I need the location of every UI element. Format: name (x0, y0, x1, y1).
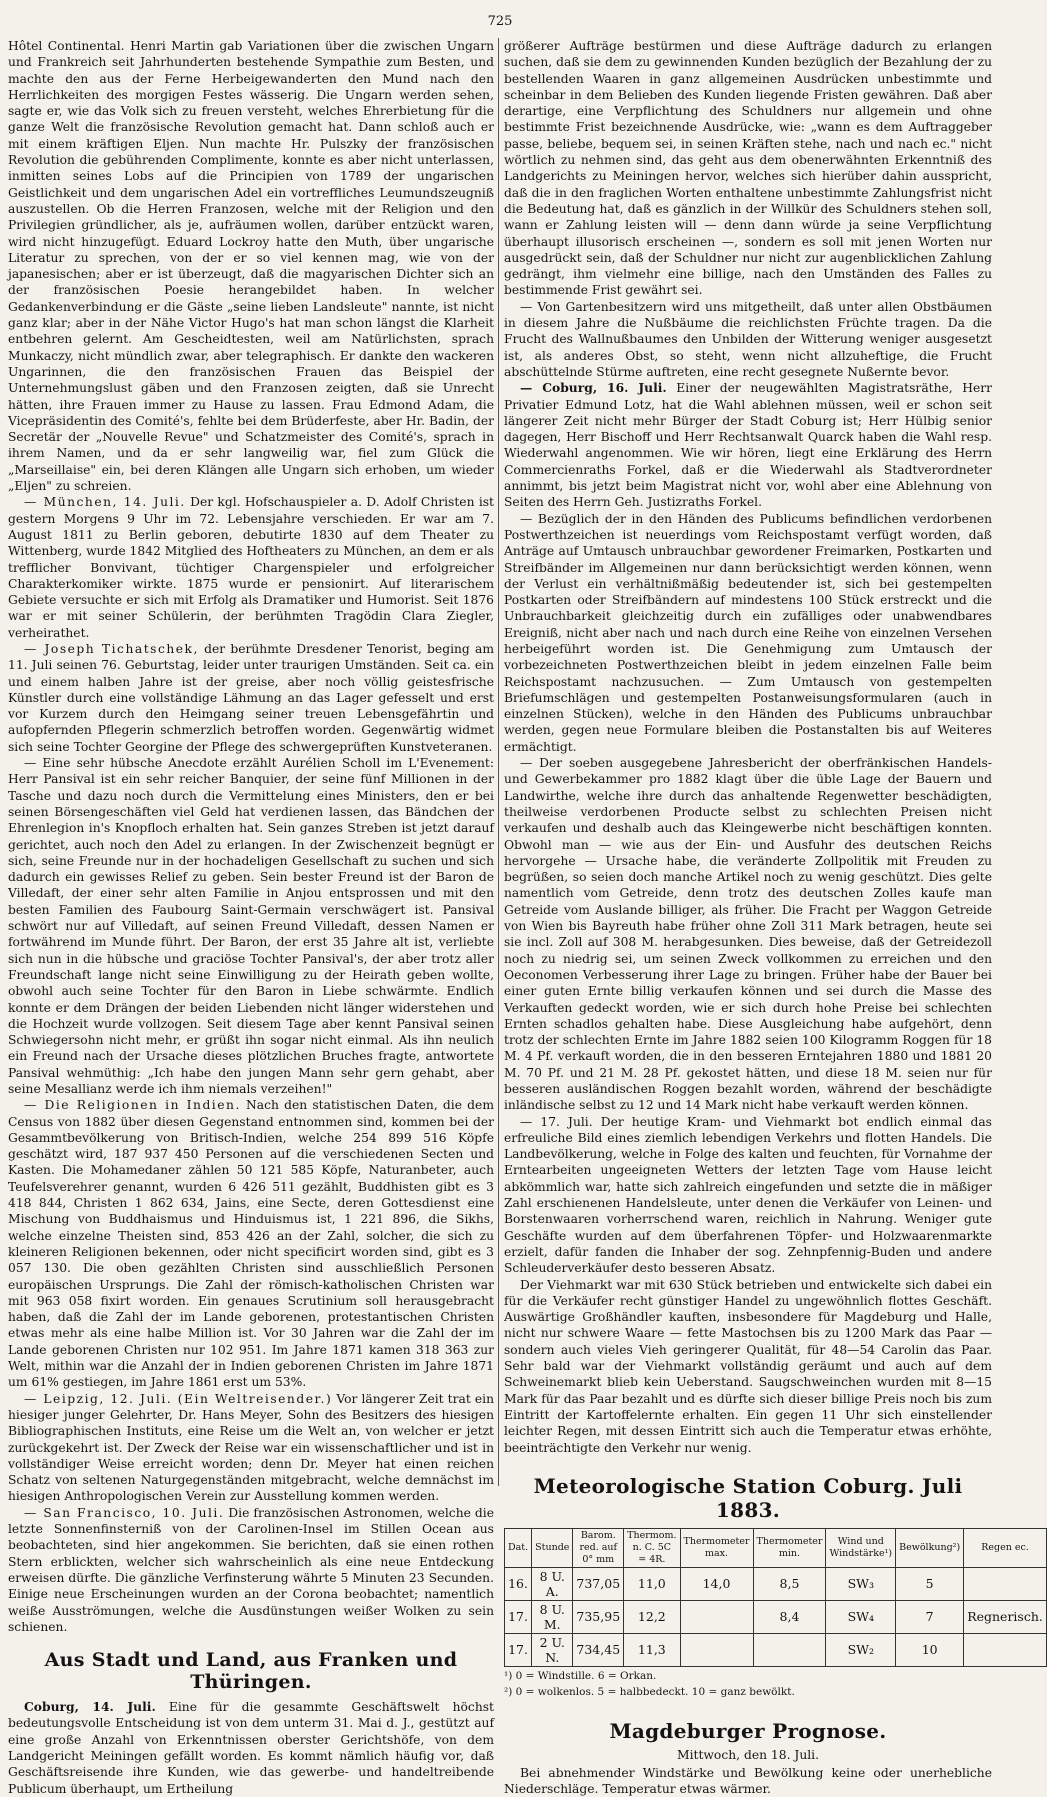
article-coburg-16: — Coburg, 16. Juli. Einer der neugewählten Magistratsräthe, Herr Privatier Edmund Lotz, hat die Wahl ablehnen müssen, weil er schon seit längerer Zeit nicht mehr Bürger der Stadt Coburg ist; Herr Hülbig senior dagegen, Herr Bischoff und Herr Rechtsanwalt Quarck haben die Wahl resp. Wiederwahl angenommen. Wie wir hören, liegt eine Erklärung des Herrn Commercienraths Forkel, daß er die Wiederwahl als Stadtverordneter annimmt, bis jetzt beim Magistrat nicht vor, wohl aber eine Ablehnung von Seiten des Herrn Geh. Justizraths Forkel. (504, 380, 992, 510)
article-coburg-continued: größerer Aufträge bestürmen und diese Aufträge dadurch zu erlangen suchen, daß sie dem zu gewinnenden Kunden bezüglich der Bezahlung der zu bestellenden Waaren in ganz allgemeinen Ausdrücken unbestimmte und scheinbar in dem Belieben des Kunden liegende Fristen gewähren. Daß aber derartige, eine Verpflichtung des Schuldners nur allgemein und ohne bestimmte Frist bezeichnende Ausdrücke, wie: „wann es dem Auftraggeber passe, beliebe, bequem sei, in seinen Kräften stehe, nach und nach ec." nicht wörtlich zu nehmen sind, das geht aus dem obenerwähnten Erkenntniß des Landgerichts zu Meiningen hervor, welches sich hierüber dahin ausspricht, daß die in den fraglichen Worten enthaltene unbestimmte Zahlungsfrist nicht die Bedeutung hat, daß es gänzlich in der Willkür des Schuldners stehen soll, wann er Zahlung leisten will — denn dann würde ja seine Verpflichtung überhaupt illusorisch erscheinen —, sondern es soll mit jenen Worten nur ausgedrückt sein, daß der Schuldner nur nicht zur augenblicklichen Zahlung gedrängt, ihm vielmehr eine billige, nach den Umständen des Falles zu bestimmende Frist gewährt sei. (504, 39, 992, 298)
right-column (504, 38, 1043, 1797)
article-leipzig: — Leipzig, 12. Juli. (Ein Weltreisender.) Vor längerer Zeit trat ein hiesiger junger Gelehrter, Dr. Hans Meyer, Sohn des Besitzers des hiesigen Bibliographischen Instituts, eine Reise um die Welt an, von welcher er jetzt zurückgekehrt ist. Der Zweck der Reise war ein wissenschaftlicher und ist in vollständiger Weise erreicht worden; denn Dr. Meyer hat einen reichen Schatz von seltenen Naturgegenständen mitgebracht, welche demnächst im hiesigen Anthropologischen Verein zur Ausstellung kommen werden. (8, 1391, 494, 1504)
meteorology-title: Meteorologische Station Coburg. Juli 1883. (533, 1473, 963, 1522)
column-rule (498, 38, 499, 1486)
article-paris-festival: Hôtel Continental. Henri Martin gab Variationen über die zwischen Ungarn und Frankreich seit Jahrhunderten bestehende Sympathie zum Besten, und machte den aus der Ferne Herbeigewanderten den Mund nach den Herrlichkeiten des morgigen Festes wässerig. Die Ungarn werden sehen, sagte er, wie das Volk sich zu freuen versteht, welches Ehrerbietung für die ganze Welt die französische Revolution gemacht hat. Dann schloß auch er mit einem kräftigen Eljen. Nun machte Hr. Pulszky der französischen Revolution die gebührenden Complimente, konnte es aber nicht unterlassen, inmitten seines Lobs auf die Principien von 1789 der ungarischen Geistlichkeit und dem ungarischen Adel ein vortreffliches Leumundszeugniß auszustellen. Ob die Herren Franzosen, welche mit der Religion und den Privilegien gründlicher, als je, aufräumen wollen, darüber entzückt waren, wird nicht hinzugefügt. Eduard Lockroy hatte den Muth, über ungarische Literatur zu sprechen, von der er so viel kennen mag, wie von der japanesischen; aber er ist überzeugt, daß die magyarischen Dichter sich an der französischen Poesie herangebildet haben. In welcher Gedankenverbindung er die Gäste „seine lieben Landsleute" nannte, ist nicht ganz klar; aber in der Nähe Victor Hugo's hat man schon längst die Klarheit entbehren gelernt. Am Gescheidtesten, weil am Natürlichsten, sprach Munkaczy, nicht mündlich zwar, aber telegraphisch. Er dankte den wackeren Ungarinnen, die den französischen Frauen das Beispiel der Unternehmungslust gäben und den Franzosen zeigten, daß sie Unrecht hätten, ihre Frauen immer zu Hause zu lassen. Frau Edmond Adam, die Vicepräsidentin des Comité's, fehlte bei dem Brüderfeste, aber Hr. Badin, der Secretär der „Nouvelle Revue" und Schatzmeister des Comité's, sprach in ihrem Namen, und da er sehr langweilig war, fiel zum Glück die „Marseillaise" ein, bei deren Klängen alle Ungarn sich erhoben, um wieder „Eljen" zu schreien. (8, 39, 494, 494)
section-heading: Aus Stadt und Land, aus Franken und Thüringen. (44, 1649, 458, 1694)
col-header: Thermometer min. (753, 1528, 826, 1567)
page-number: 725 (487, 14, 513, 29)
table-row: 16. 8 U. A. 737,05 11,0 14,0 8,5 SW₃ 5 (505, 1567, 1047, 1600)
article-viehmarkt: Der Viehmarkt war mit 630 Stück betrieben und entwickelte sich dabei ein für die Verkäufer recht günstiger Handel zu ungewöhnlich flottes Geschäft. Auswärtige Großhändler kauften, insbesondere für Magdeburg und Halle, nicht nur schwere Waare — fette Mastochsen bis zu 1200 Mark das Paar — sondern auch vieles Vieh geringerer Qualität, für 48—54 Carolin das Paar. Sehr bald war der Viehmarkt vollständig geräumt und auch auf dem Schweinemarkt blieb kein Ueberstand. Saugschweinchen wurden mit 8—15 Mark für das Paar bezahlt und es dürfte sich dieser billige Preis noch bis zum Eintritt der Kartoffelernte erhalten. Ein gegen 11 Uhr sich einstellender leichter Regen, mit dessen Eintritt sich auch die Temperatur etwas erhöhte, beeinträchtigte den Verkehr nur wenig. (504, 1277, 992, 1455)
article-lead: — San Francisco, 10. Juli. (24, 1505, 225, 1520)
col-header: Thermometer max. (680, 1528, 753, 1567)
col-header: Thermom. n. C. 5C = 4R. (624, 1528, 680, 1567)
article-religionen-indien: — Die Religionen in Indien. Nach den statistischen Daten, die dem Census von 1882 über diesen Gegenstand entnommen sind, kommen bei der Gesammtbevölkerung von Britisch-Indien, welche 254 899 516 Köpfe geschätzt wird, 187 937 450 Personen auf die verschiedenen Secten und Kasten. Die Mohamedaner zählen 50 121 585 Köpfe, Naturanbeter, auch Teufelsverehrer genannt, wurden 6 426 511 gezählt, Buddhisten gibt es 3 418 844, Christen 1 862 634, Jains, eine Secte, deren Gottesdienst eine Mischung von Buddhaismus und Hinduismus ist, 1 221 896, die Sikhs, welche einzelne Theisten sind, 853 426 an der Zahl, solcher, die sich zu kleineren Religionen bekennen, oder nicht specificirt worden sind, gibt es 3 057 130. Die oben gezählten Christen sind ausschließlich Personen europäischen Ursprungs. Die Zahl der römisch-katholischen Christen war mit 963 058 fixirt worden. Ein genaues Scrutinium soll herausgebracht haben, daß die Zahl der im Lande geborenen, protestantischen Christen etwas mehr als eine halbe Million ist. Vor 30 Jahren war die Zahl der im Lande geborenen Christen nur 102 951. Im Jahre 1871 kamen 318 363 zur Welt, mithin war die Anzahl der in Indien geborenen Christen im Jahre 1871 um 61% gestiegen, im Jahre 1861 erst um 53%. (8, 1098, 494, 1390)
left-column (8, 38, 495, 1796)
article-lead: — Coburg, 16. Juli. (520, 380, 667, 396)
table-footnote: ²) 0 = wolkenlos. 5 = halbbedeckt. 10 = ganz bewölkt. (504, 1685, 795, 1698)
col-header: Wind und Windstärke¹) (826, 1528, 896, 1567)
article-lead: — München, 14. Juli. (24, 495, 186, 510)
col-header: Bewölkung²) (896, 1528, 964, 1567)
article-nussbaeume: — Von Gartenbesitzern wird uns mitgetheilt, daß unter allen Obstbäumen in diesem Jahre die Nußbäume die reichlichsten Früchte tragen. Da die Frucht des Wallnußbaumes den Unbilden der Witterung weniger ausgesetzt ist, als anderes Obst, so steht, wenn nicht allzuheftige, die Frucht abschüttelnde Stürme auftreten, eine recht gesegnete Nußernte bevor. (504, 299, 992, 379)
article-lead: — Leipzig, 12. Juli. (Ein Weltreisender.) (24, 1391, 333, 1406)
article-lead: Coburg, 14. Juli. (24, 1699, 156, 1715)
table-row: 17. 8 U. M. 735,95 12,2 8,4 SW₄ 7 Regnerisch. (505, 1600, 1047, 1633)
article-markt: — 17. Juli. Der heutige Kram- und Viehmarkt bot endlich einmal das erfreuliche Bild eines ziemlich lebendigen Verkehrs und flotten Handels. Die Landbevölkerung, welche in Folge des kalten und feuchten, für Vornahme der Erntearbeiten ungeeigneten Wetters der letzten Tage vom Hause leicht abkömmlich war, hatte sich zahlreich eingefunden und setzte die in mäßiger Zahl erschienenen Handelsleute, unter denen die Verkäufer von Leinen- und Borstenwaaren vorherrschend waren, reichlich in Nahrung. Weniger gute Geschäfte wurden auf dem überfahrenen Töpfer- und Holzwaarenmarkte erzielt, dafür fanden die Inhaber der sog. Zehnpfennig-Buden und andere Schleuderverkäufer desto besseren Absatz. (504, 1114, 992, 1276)
col-header: Barom. red. auf 0° mm (573, 1528, 624, 1567)
col-header: Regen ec. (964, 1528, 1047, 1567)
forecast-text: Bei abnehmender Windstärke und Bewölkung keine oder unerhebliche Niederschläge. Temperatur etwas wärmer. (504, 1765, 992, 1797)
article-anecdote: — Eine sehr hübsche Anecdote erzählt Aurélien Scholl im L'Evenement: Herr Pansival ist ein sehr reicher Banquier, der seine fünf Millionen in der Tasche und dazu noch durch die Vermittelung eines Ministers, den er bei seinen Börsengeschäften viel Geld hat verdienen lassen, das Bändchen der Ehrenlegion in's Knopfloch erhalten hat. Sein ganzes Streben ist jetzt darauf gerichtet, auch noch den Adel zu erlangen. In der Zwischenzeit begnügt er sich, seine Freunde nur in der hochadeligen Gesellschaft zu suchen und sich dadurch ein gewisses Relief zu geben. Sein bester Freund ist der Baron de Villedaft, der einer sehr alten Familie in Anjou entsprossen und mit den besten Familien des Faubourg Saint-Germain verschwägert ist. Pansival schwört nur auf Villedaft, auf seinen Freund Villedaft, dessen Namen er fortwährend im Munde führt. Der Baron, der erst 35 Jahre alt ist, verliebte sich nun in die hübsche und graciöse Tochter Pansival's, der aber trotz aller Freundschaft lange nicht seine Einwilligung zu der Heirath geben wollte, obwohl auch seine Tochter für den Baron in Liebe schwärmte. Endlich konnte er dem Drängen der beiden Liebenden nicht länger widerstehen und die Hochzeit wurde vollzogen. Seit diesem Tage aber kennt Pansival seinen Schwiegersohn nicht mehr, er grüßt ihn sogar nicht einmal. Als ihn neulich ein Freund nach der Ursache dieses plötzlichen Bruches fragte, antwortete Pansival wehmüthig: „Ich habe den jungen Mann sehr gern gehabt, aber seine Mesallianz werde ich ihm niemals verzeihen!" (8, 756, 494, 1096)
article-lead: — Die Religionen in Indien. (24, 1098, 241, 1113)
article-coburg-14: Coburg, 14. Juli. Eine für die gesammte Geschäftswelt höchst bedeutungsvolle Entscheidung ist von dem unterm 31. Mai d. J., gestützt auf eine große Anzahl von Erkenntnissen oberster Gerichtshöfe, von dem Landgericht Meiningen gefällt worden. Es kommt nämlich häufig vor, daß Geschäftsreisende ihre Kunden, wie das gewerbe- und handeltreibende Publicum überhaupt, um Ertheilung (8, 1699, 494, 1796)
forecast-title: Magdeburger Prognose. (609, 1718, 887, 1743)
article-lead: — Joseph Tichatschek, (24, 641, 199, 656)
col-header: Dat. (505, 1528, 532, 1567)
article-san-francisco: — San Francisco, 10. Juli. Die französischen Astronomen, welche die letzte Sonnenfinsterniß von der Carolinen-Insel im Stillen Ocean aus beobachteten, sind hier angekommen. Sie berichten, daß sie einen rothen Stern erblickten, welcher sich wahrscheinlich als eine neue Entdeckung erweisen dürfte. Die gänzliche Verfinsterung währte 5 Minuten 23 Secunden. Einige neue Erscheinungen wurden an der Corona beobachtet; namentlich weiße Ausströmungen, welche die Ausdünstungen weißer Wolken zu sein schienen. (8, 1505, 495, 1634)
table-header-row (505, 1528, 1047, 1567)
col-header: Stunde (532, 1528, 573, 1567)
article-postwerthzeichen: — Bezüglich der in den Händen des Publicums befindlichen verdorbenen Postwerthzeichen ist neuerdings vom Reichspostamt verfügt worden, daß Anträge auf Umtausch unbrauchbar gewordener Freimarken, Postkarten und Streifbänder im Allgemeinen nur dann berücksichtigt werden können, wenn der Verlust ein verhältnißmäßig bedeutender ist, sich bei gestempelten Postkarten oder Streifbändern auf mindestens 100 Stück erstreckt und die Unbrauchbarkeit gleichzeitig durch ein zufälliges oder unabwendbares Ereigniß, nicht aber nach und nach durch eine Reihe von einzelnen Versehen herbeigeführt worden ist. Die Genehmigung zum Umtausch der vorbezeichneten Postwerthzeichen bleibt in jedem einzelnen Falle beim Reichspostamt nachzusuchen. — Zum Umtausch von gestempelten Briefumschlägen und gestempelten Postanweisungsformularen (auch in einzelnen Stücken), welche in den Händen des Publicums unbrauchbar werden, gegen neue Formulare bleiben die Postanstalten bis auf Weiteres ermächtigt. (504, 511, 992, 754)
meteorology-table (504, 1528, 1047, 1667)
article-tichatschek: — Joseph Tichatschek, der berühmte Dresdener Tenorist, beging am 11. Juli seinen 76. Geburtstag, leider unter traurigen Umständen. Seit ca. ein und einem halben Jahre ist der greise, aber noch völlig geistesfrische Künstler durch eine vollständige Lähmung an das Lager gefesselt und erst vor Kurzem durch den Heimgang seiner treuen Lebensgefährtin und aufopfernden Pflegerin schmerzlich betroffen worden. Gegenwärtig widmet sich seine Tochter Georgine der Pflege des schwergeprüften Kunstveteranen. (8, 641, 494, 754)
article-jahresbericht: — Der soeben ausgegebene Jahresbericht der oberfränkischen Handels- und Gewerbekammer pro 1882 klagt über die üble Lage der Bauern und Landwirthe, welche ihre durch das anhaltende Regenwetter beschädigten, theilweise verdorbenen Producte selbst zu schlechten Preisen nicht verkaufen und deshalb auch das Kleingewerbe nicht beschäftigen konnten. Obwohl man — wie aus der Ein- und Ausfuhr des deutschen Reichs hervorgehe — Ursache habe, die veränderte Zollpolitik mit Freuden zu begrüßen, so seien doch manche Artikel noch zu wenig geschützt. Dies gelte namentlich vom Getreide, denn trotz des deutschen Zolles kaufe man Getreide vom Auslande billiger, als früher. Die Fracht per Waggon Getreide von Wien bis Bayreuth habe früher ohne Zoll 311 Mark betragen, heute sei sie incl. Zoll auf 308 M. herabgesunken. Dies beweise, daß der Getreidezoll noch zu niedrig sei, um seinen Zweck vollkommen zu erreichen und den Oeconomen Verbesserung ihrer Lage zu bringen. Früher habe der Bauer bei einer guten Ernte billig verkaufen können und sei durch die Masse des Verkauften gedeckt worden, wie er sich durch hohe Preise bei schlechten Ernten schadlos gehalten habe. Diese Ausgleichung habe aufgehört, denn trotz der schlechten Ernte im Jahre 1882 seien 100 Kilogramm Roggen für 18 M. 4 Pf. verkauft worden, die in den besseren Erntejahren 1880 und 1881 20 M. 70 Pf. und 21 M. 28 Pf. gekostet hätten, und diese 18 M. seien nur für besseren ausländischen Roggen bezahlt worden, während der beschädigte inländische selbst zu 12 und 14 Mark nicht habe verkauft werden können. (504, 756, 992, 1113)
forecast-date: Mittwoch, den 18. Juli. (676, 1747, 820, 1762)
article-muenchen: — München, 14. Juli. Der kgl. Hofschauspieler a. D. Adolf Christen ist gestern Morgens 9 Uhr im 72. Lebensjahre verschieden. Er war am 7. August 1811 zu Berlin geboren, debutirte 1830 auf dem Theater zu Wittenberg, wurde 1842 Mitglied des Hoftheaters zu München, an dem er als trefflicher Bonvivant, tüchtiger Chargenspieler und erfolgreicher Charakterkomiker wirkte. 1875 wurde er pensionirt. Auf literarischem Gebiete versuchte er sich mit Erfolg als Dramatiker und Humorist. Seit 1876 war er mit seiner Schülerin, der berühmten Tragödin Clara Ziegler, verheirathet. (8, 495, 495, 640)
table-row: 17. 2 U. N. 734,45 11,3 SW₂ 10 (505, 1633, 1047, 1666)
table-footnote: ¹) 0 = Windstille. 6 = Orkan. (504, 1669, 657, 1682)
